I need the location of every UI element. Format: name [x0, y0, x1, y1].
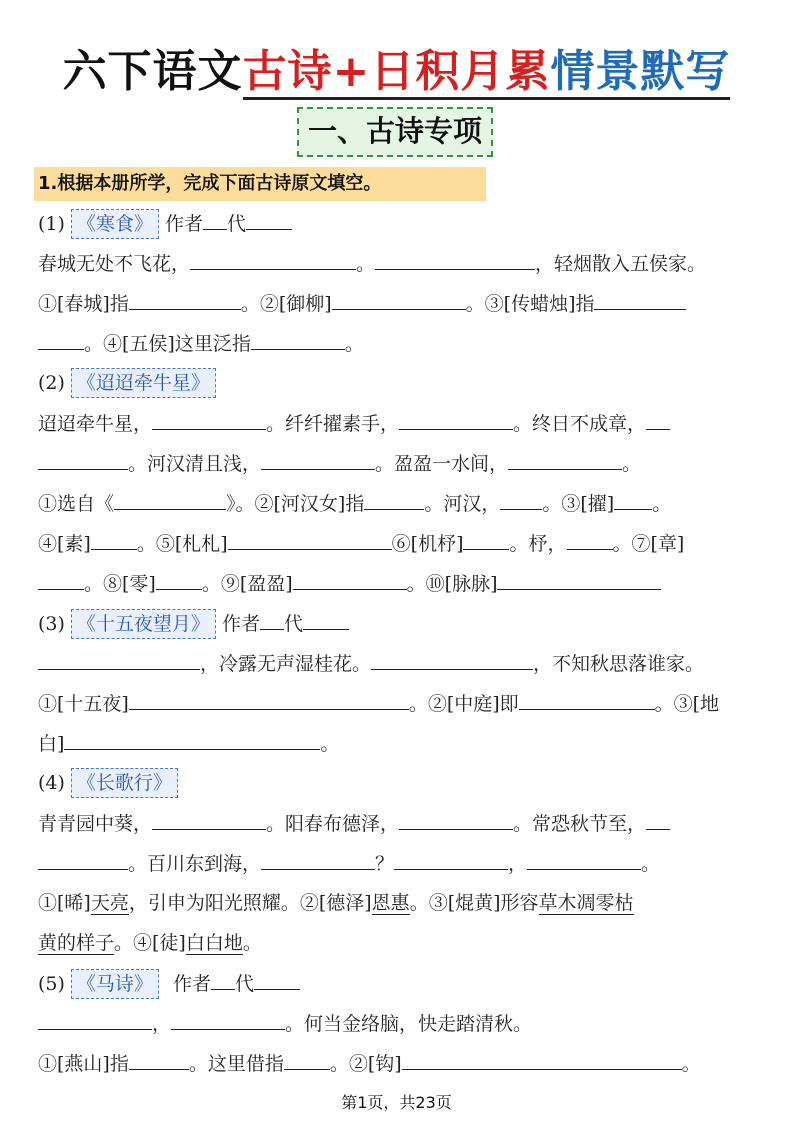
underlined-answer: 白白地	[185, 932, 243, 954]
text: 。⑤[札札]	[136, 533, 228, 555]
text: 。⑧[零]	[84, 573, 156, 595]
blank[interactable]	[646, 403, 670, 430]
blank[interactable]	[261, 843, 375, 870]
poem-title: 《迢迢牵牛星》	[71, 368, 216, 398]
text: ，冷露无声湿桂花。	[200, 653, 372, 675]
text: 。	[356, 253, 376, 275]
poem-1-header	[38, 203, 292, 243]
poem-2-note-3	[38, 563, 661, 603]
blank[interactable]	[38, 843, 128, 870]
underlined-answer: 黄的样子	[38, 932, 115, 954]
dynasty-label: 代	[283, 613, 303, 635]
text: 。	[681, 1053, 701, 1075]
poem-title: 《寒食》	[71, 209, 159, 239]
text: 。③[传蜡烛]指	[465, 293, 595, 315]
poem-number: (2)	[38, 372, 65, 394]
poem-2-line-2	[38, 443, 641, 483]
text: 。盈盈一水间，	[375, 453, 509, 475]
text: 。	[622, 453, 642, 475]
blank[interactable]	[284, 1043, 330, 1070]
poem-number: (5)	[38, 973, 65, 995]
blank[interactable]	[228, 523, 392, 550]
text: 。⑨[盈盈]	[201, 573, 293, 595]
text: 。⑦[章]	[612, 533, 685, 555]
text: 。②[御柳]	[240, 293, 332, 315]
poem-title: 《长歌行》	[71, 768, 178, 798]
text: ，轻烟散入五侯家。	[535, 253, 707, 275]
text: 。百川东到海，	[128, 853, 262, 875]
text: 。常恐秋节至，	[513, 813, 647, 835]
blank[interactable]	[129, 283, 241, 310]
text: 。阳春布德泽，	[266, 813, 400, 835]
blank[interactable]	[293, 563, 407, 590]
poem-2-header	[38, 363, 222, 403]
author-label: 作者	[164, 213, 203, 235]
text: 。③[焜黄]形容	[409, 892, 539, 914]
title-part-3: 情景默写	[550, 46, 730, 100]
text: 。何当金络脑，快走踏清秋。	[285, 1013, 533, 1035]
text: 。②[钩]	[329, 1053, 402, 1075]
text: 。③[擢]	[542, 493, 615, 515]
poem-2-line-1	[38, 403, 670, 443]
author-label: 作者	[221, 613, 260, 635]
text: ，	[152, 1013, 172, 1035]
text: 。河汉，	[424, 493, 501, 515]
blank[interactable]	[508, 443, 622, 470]
blank[interactable]	[303, 603, 349, 630]
text: 迢迢牵牛星，	[38, 413, 153, 435]
text: ，引申为阳光照耀。②[德泽]	[128, 892, 372, 914]
poem-4-header	[38, 763, 184, 803]
blank[interactable]	[38, 563, 84, 590]
text: 白]	[38, 733, 65, 755]
blank[interactable]	[394, 843, 508, 870]
text: 。终日不成章，	[513, 413, 647, 435]
text: ，	[508, 853, 528, 875]
blank[interactable]	[64, 723, 320, 750]
blank[interactable]	[114, 483, 226, 510]
poem-3-note-1	[38, 683, 719, 723]
blank[interactable]	[211, 963, 235, 990]
poem-1-line-1	[38, 243, 706, 283]
blank[interactable]	[497, 563, 661, 590]
blank[interactable]	[171, 1003, 285, 1030]
poem-title: 《十五夜望月》	[71, 609, 216, 639]
blank[interactable]	[91, 523, 137, 550]
poem-4-line-2	[38, 843, 660, 883]
blank[interactable]	[203, 203, 227, 230]
blank[interactable]	[375, 243, 535, 270]
poem-1-note-2	[38, 323, 364, 363]
text: 。	[344, 333, 364, 355]
blank[interactable]	[646, 803, 670, 830]
blank[interactable]	[402, 1043, 682, 1070]
poem-number: (4)	[38, 772, 65, 794]
blank[interactable]	[251, 323, 345, 350]
text: 。河汉清且浅，	[128, 453, 262, 475]
author-label: 作者	[172, 973, 211, 995]
title-part-2: 古诗+日积月累	[243, 46, 551, 100]
blank[interactable]	[254, 963, 300, 990]
blank[interactable]	[152, 803, 266, 830]
blank[interactable]	[129, 683, 409, 710]
underlined-answer: 草木凋零枯	[538, 892, 634, 914]
blank[interactable]	[500, 483, 542, 510]
blank[interactable]	[364, 483, 424, 510]
poem-5-header	[38, 963, 300, 1003]
section-heading: 一、古诗专项	[297, 107, 493, 157]
text: ①[十五夜]	[38, 693, 129, 715]
text: 青青园中葵，	[38, 813, 153, 835]
blank[interactable]	[567, 523, 613, 550]
blank[interactable]	[261, 443, 375, 470]
poem-2-note-2	[38, 523, 684, 563]
text: ④[素]	[38, 533, 91, 555]
poem-4-note-1	[38, 883, 634, 923]
blank[interactable]	[152, 403, 266, 430]
blank[interactable]	[38, 443, 128, 470]
dynasty-label: 代	[234, 973, 254, 995]
text: ？	[375, 853, 395, 875]
page-footer: 第1页，共23页	[341, 1093, 452, 1112]
text: ①[晞]	[38, 892, 91, 914]
poem-title: 《马诗》	[71, 969, 159, 999]
blank[interactable]	[371, 643, 533, 670]
underlined-answer: 天亮	[90, 892, 129, 914]
poem-3-note-2	[38, 723, 339, 763]
text: ①选自《	[38, 493, 115, 515]
blank[interactable]	[519, 683, 655, 710]
blank[interactable]	[399, 403, 513, 430]
blank[interactable]	[614, 483, 652, 510]
blank[interactable]	[260, 603, 284, 630]
text: 。	[652, 493, 672, 515]
blank[interactable]	[38, 643, 200, 670]
blank[interactable]	[332, 283, 466, 310]
blank[interactable]	[463, 523, 509, 550]
text: 。杼，	[509, 533, 567, 555]
text: ①[燕山]指	[38, 1053, 129, 1075]
text: 。④[五侯]这里泛指	[84, 333, 251, 355]
poem-3-header	[38, 603, 349, 643]
blank[interactable]	[156, 563, 202, 590]
poem-1-note-1	[38, 283, 686, 323]
instruction: 1.根据本册所学，完成下面古诗原文填空。	[34, 167, 486, 201]
text: 。③[地	[654, 693, 720, 715]
text: 。②[中庭]即	[408, 693, 519, 715]
text: 。	[320, 733, 340, 755]
blank[interactable]	[527, 843, 641, 870]
poem-4-note-2	[38, 923, 262, 963]
poem-4-line-1	[38, 803, 670, 843]
poem-5-note-1	[38, 1043, 701, 1083]
text: 。⑩[脉脉]	[406, 573, 498, 595]
text: ⑥[机杼]	[391, 533, 464, 555]
text: 》。②[河汉女]指	[226, 493, 365, 515]
poem-number: (1)	[38, 213, 65, 235]
text: 。这里借指	[188, 1053, 284, 1075]
dynasty-label: 代	[226, 213, 246, 235]
poem-5-line-1	[38, 1003, 532, 1043]
blank[interactable]	[246, 203, 292, 230]
text: 春城无处不飞花，	[38, 253, 191, 275]
underlined-answer: 恩惠	[371, 892, 410, 914]
text: ①[春城]指	[38, 293, 129, 315]
poem-2-note-1	[38, 483, 671, 523]
text: 。④[徒]	[114, 932, 186, 954]
text: 。	[242, 932, 262, 954]
blank[interactable]	[594, 283, 686, 310]
text: 。	[641, 853, 661, 875]
blank[interactable]	[190, 243, 356, 270]
poem-number: (3)	[38, 613, 65, 635]
blank[interactable]	[399, 803, 513, 830]
page-title	[0, 42, 793, 102]
blank[interactable]	[38, 323, 84, 350]
title-part-1: 六下语文	[62, 46, 243, 97]
poem-3-line-1	[38, 643, 704, 683]
blank[interactable]	[38, 1003, 152, 1030]
blank[interactable]	[129, 1043, 189, 1070]
text: ，不知秋思落谁家。	[533, 653, 705, 675]
text: 。纤纤擢素手，	[266, 413, 400, 435]
